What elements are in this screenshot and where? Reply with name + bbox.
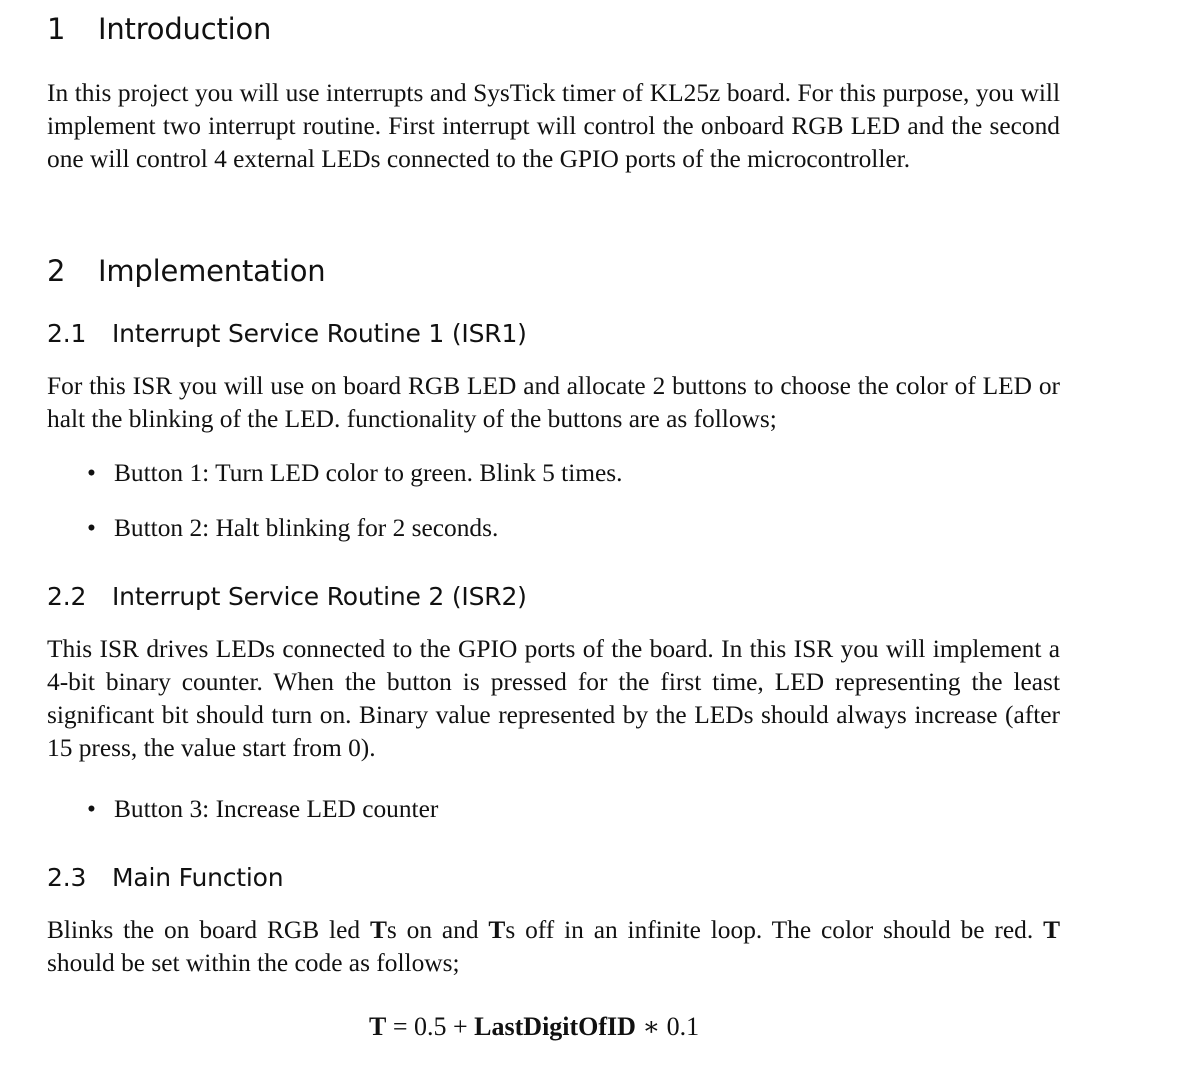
list-item-text: Button 1: Turn LED color to green. Blink 5 times. bbox=[114, 459, 623, 487]
isr2-paragraph: This ISR drives LEDs connected to the GPIO ports of the board. In this ISR you will implement a 4-bit binary counter. When the button is pressed for the first time, LED representing the least significant bit should turn on. Binary value represented by the LEDs should always increase (after 15 press, the value start from 0). bbox=[47, 635, 1060, 762]
bullet-icon: • bbox=[87, 795, 96, 823]
subsection-2-2-heading bbox=[47, 582, 527, 611]
text-run: s off in an infinite loop. The color should be red. bbox=[505, 916, 1044, 944]
isr1-bullet-list bbox=[87, 457, 1057, 545]
list-item bbox=[87, 457, 1057, 490]
variable-t: T bbox=[1043, 916, 1060, 944]
text-run: s on and bbox=[386, 916, 489, 944]
section-title: Introduction bbox=[98, 12, 272, 46]
subsection-title: Interrupt Service Routine 1 (ISR1) bbox=[112, 319, 527, 348]
main-function-paragraph bbox=[47, 914, 1060, 980]
subsection-number: 2.2 bbox=[47, 582, 87, 611]
bullet-icon: • bbox=[87, 459, 96, 487]
list-item bbox=[87, 512, 1057, 545]
equation bbox=[369, 1012, 699, 1042]
bullet-icon: • bbox=[87, 514, 96, 542]
section-title: Implementation bbox=[98, 254, 326, 288]
variable-t: T bbox=[369, 916, 387, 944]
subsection-title: Main Function bbox=[112, 863, 284, 892]
section-1-heading bbox=[47, 12, 271, 46]
subsection-number: 2.1 bbox=[47, 319, 87, 348]
text-run: Blinks the on board RGB led bbox=[47, 916, 370, 944]
introduction-paragraph: In this project you will use interrupts and SysTick timer of KL25z board. For this purpose, you will implement two interrupt routine. First interrupt will control the onboard RGB LED and the second one will control 4 external LEDs connected to the GPIO ports of the microcontroller. bbox=[47, 79, 1060, 173]
subsection-number: 2.3 bbox=[47, 863, 87, 892]
text-run: should be set within the code as follows; bbox=[47, 949, 460, 977]
list-item bbox=[87, 793, 1057, 826]
section-number: 1 bbox=[47, 12, 66, 46]
equation-operators: = 0.5 + bbox=[386, 1012, 475, 1041]
section-number: 2 bbox=[47, 254, 66, 288]
isr1-paragraph: For this ISR you will use on board RGB LED and allocate 2 buttons to choose the color of LED or halt the blinking of the LED. functionality of the buttons are as follows; bbox=[47, 372, 1060, 433]
subsection-2-3-heading bbox=[47, 863, 283, 892]
equation-rest: ∗ 0.1 bbox=[635, 1012, 700, 1041]
equation-variable: LastDigitOfID bbox=[474, 1012, 636, 1041]
list-item-text: Button 3: Increase LED counter bbox=[114, 795, 439, 823]
variable-t: T bbox=[488, 916, 506, 944]
list-item-text: Button 2: Halt blinking for 2 seconds. bbox=[114, 514, 499, 542]
section-2-heading bbox=[47, 254, 325, 288]
subsection-title: Interrupt Service Routine 2 (ISR2) bbox=[112, 582, 527, 611]
equation-lhs: T bbox=[369, 1012, 387, 1041]
isr2-bullet-list bbox=[87, 793, 1057, 826]
subsection-2-1-heading bbox=[47, 319, 527, 348]
